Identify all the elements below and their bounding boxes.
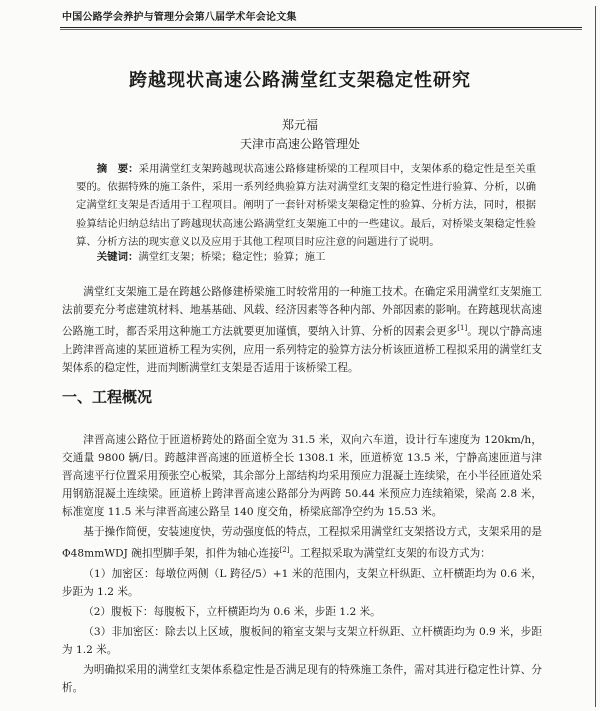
body-paragraph-3: 为明确拟采用的满堂红支架体系稳定性是否满足现有的特殊施工条件，需对其进行稳定性计算、分析。 <box>62 663 542 694</box>
keywords-text: 满堂红支架；桥梁；稳定性；验算；施工 <box>138 251 326 263</box>
header-rule-secondary <box>60 29 582 30</box>
body-paragraph-1: 津晋高速公路位于匝道桥跨处的路面全宽为 31.5 米，双向六车道，设计行车速度为 120km/h，交通量 9800 辆/日。跨越津晋高速的匝道桥全长 1308.1 米，匝道桥宽 13.5 米，宁静高速匝道与津晋高速平行位置采用预张空心板梁，其余部分上部结构均采用预应力混凝土连续梁，在小半径匝道处采用钢筋混凝土连续梁。匝道桥上跨津晋高速公路部分为两跨 50.44 米预应力连续箱梁，梁高 2.8 米，标准宽度 11.5 米与津晋高速公路呈 140 度交角，桥梁底部净空约为 15.53 米。 <box>62 434 542 518</box>
abstract-text: 采用满堂红支架跨越现状高速公路修建桥梁的工程项目中，支架体系的稳定性是至关重要的。依据特殊的施工条件，采用一系列经典验算方法对满堂红支架的稳定性进行验算、分析，以确定满堂红支架是否适用于工程项目。阐明了一套针对桥梁支架稳定性的验算、分析方法，同时，根据验算结论归纳总结出了跨越现状高速公路满堂红支架施工中的一些建议。最后，对桥梁支架稳定性验算、分析方法的现实意义以及应用于其他工程项目时应注意的问题进行了说明。 <box>76 163 537 248</box>
body-citation: [2] <box>279 546 290 554</box>
intro-text-2: 。现以宁静高速上跨津晋高速的某匝道桥工程为实例，应用一系列特定的验算方法分析该匝道桥工程拟采用的满堂红支架体系的稳定性，进而判断满堂红支架是否适用于该桥梁工程。 <box>62 325 543 374</box>
body-list-item-3: （3）非加密区：除去以上区域，腹板间的箱室支架与支架立杆纵距、立杆横距均为 0.9 米，步距为 1.2 米。 <box>62 625 542 656</box>
header-rule <box>60 27 582 28</box>
abstract <box>76 160 536 251</box>
paper-title: 跨越现状高速公路满堂红支架稳定性研究 <box>129 70 471 91</box>
section-heading: 一、工程概况 <box>62 388 153 406</box>
author-affiliation: 天津市高速公路管理处 <box>239 137 360 151</box>
keywords-label: 关键词： <box>96 251 139 263</box>
running-header: 中国公路学会养护与管理分会第八届学术年会论文集 <box>62 12 297 23</box>
section-body <box>62 431 542 699</box>
scan-edge <box>595 6 596 707</box>
body-paragraph-2 <box>62 523 542 563</box>
intro-text-1: 满堂红支架施工是在跨越公路修建桥梁施工时较常用的一种施工技术。在确定采用满堂红支架施工法前要充分考虑建筑材料、地基基础、风载、经济因素等各种内部、外部因素的影响。在跨越现状高速公路施工时，都否采用这种施工方法就要更加谨慎，要纳入计算、分析的因素会更多 <box>62 286 542 338</box>
abstract-label: 摘 要： <box>96 163 139 175</box>
author-name: 郑元福 <box>281 118 318 132</box>
intro-paragraph <box>62 283 542 377</box>
body-paragraph-2a: 基于操作简便，安装速度快，劳动强度低的特点，工程拟采用满堂红支架搭设方式，支架采用的是 Φ48mmWDJ 碗扣型脚手架，扣件为轴心连接 <box>62 526 542 560</box>
body-list-item-1: （1）加密区：每墩位两侧（L 跨径/5）+1 米的范围内，支架立杆纵距、立杆横距均为 0.6 米，步距为 1.2 米。 <box>62 567 542 598</box>
keywords <box>76 248 536 266</box>
body-paragraph-2b: 。工程拟采取为满堂红支架的布设方式为： <box>289 547 491 560</box>
intro-citation: [1] <box>457 324 468 332</box>
body-list-item-2: （2）腹板下：每腹板下，立杆横距均为 0.6 米，步距 1.2 米。 <box>83 605 381 618</box>
